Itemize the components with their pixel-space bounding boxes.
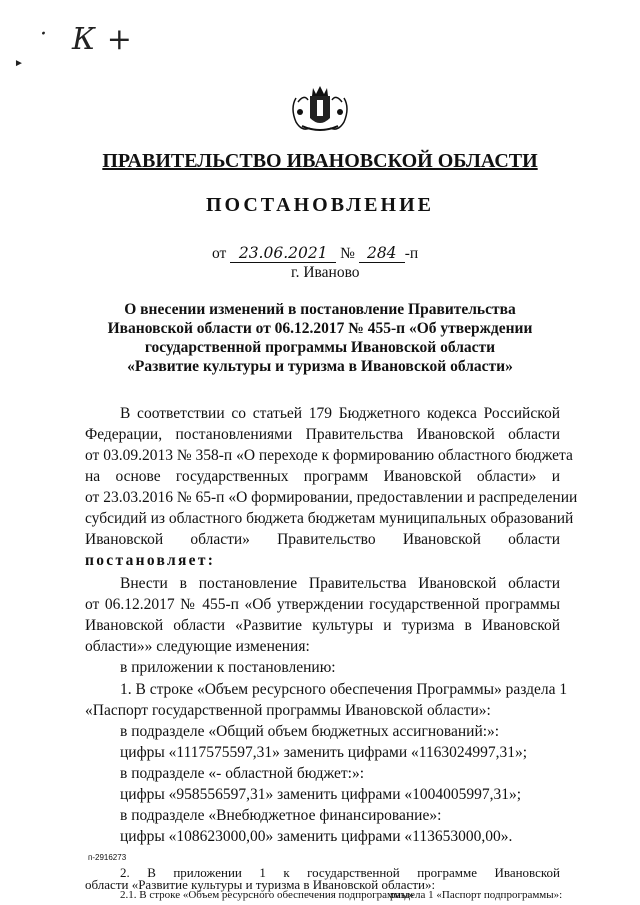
body-line: в подразделе «- областной бюджет:»: <box>120 765 365 782</box>
body-line: цифры «958556597,31» заменить цифрами «1004005997,31»; <box>120 786 522 803</box>
body-line: области «Развитие культуры и туризма в Ивановской области»: <box>85 877 436 892</box>
from-label: от <box>212 245 227 262</box>
number-label: № <box>340 245 355 262</box>
body-line: области»» следующие изменения: <box>85 638 310 655</box>
body-line: Ивановской области» Правительство Ивановской области <box>85 531 560 548</box>
number-suffix: -п <box>404 245 419 262</box>
date-number-line <box>212 244 418 263</box>
body-line: от 03.09.2013 № 358-п «О переходе к формированию областного бюджета <box>85 447 573 464</box>
body-line: в подразделе «Внебюджетное финансирование»: <box>120 807 442 824</box>
subject-line: Ивановской области от 06.12.2017 № 455-п «Об утверждении <box>107 320 533 337</box>
city: г. Иваново <box>291 264 360 281</box>
body-line: В соответствии со статьей 179 Бюджетного кодекса Российской <box>120 405 560 422</box>
handwritten-dot: · <box>40 22 48 47</box>
body-line: Федерации, постановлениями Правительства Ивановской области <box>85 426 560 443</box>
subject-line: О внесении изменений в постановление Правительства <box>124 301 516 318</box>
body-line: раздела 1 «Паспорт подпрограммы»: <box>390 889 563 901</box>
subject-line: «Развитие культуры и туризма в Ивановской области» <box>127 358 513 375</box>
body-line: субсидий из областного бюджета бюджетам муниципальных образований <box>85 510 574 527</box>
body-line: 1. В строке «Объем ресурсного обеспечения Программы» раздела 1 <box>120 681 568 698</box>
body-line: «Паспорт государственной программы Ивановской области»: <box>85 702 491 719</box>
body-line: от 06.12.2017 № 455-п «Об утверждении государственной программы <box>85 596 560 613</box>
coat-of-arms-emblem <box>288 82 352 136</box>
body-line: на основе государственных программ Ивановской области» и <box>85 468 560 485</box>
arrow-icon: ► <box>14 58 24 69</box>
government-title-text: ПРАВИТЕЛЬСТВО ИВАНОВСКОЙ ОБЛАСТИ <box>102 150 538 172</box>
number-value: 284 <box>359 244 405 263</box>
subject-line: государственной программы Ивановской области <box>144 339 496 356</box>
body-line: Ивановской области «Развитие культуры и туризма в Ивановской <box>85 617 560 634</box>
body-line: цифры «108623000,00» заменить цифрами «113653000,00». <box>120 828 513 845</box>
body-line: 2.1. В строке «Объем ресурсного обеспечения подпрограммы» <box>120 889 414 901</box>
body-line: от 23.03.2016 № 65-п «О формировании, предоставлении и распределении <box>85 489 578 506</box>
doc-type-title: ПОСТАНОВЛЕНИЕ <box>206 194 434 216</box>
body-line: Внести в постановление Правительства Ивановской области <box>120 575 560 592</box>
body-line: в приложении к постановлению: <box>120 659 336 676</box>
handwritten-mark: К + <box>72 22 133 57</box>
body-line: в подразделе «Общий объем бюджетных ассигнований:»: <box>120 723 500 740</box>
body-line: 2. В приложении 1 к государственной программе Ивановской <box>120 865 560 880</box>
document-code: п-2916273 <box>88 853 127 862</box>
body-line: цифры «1117575597,31» заменить цифрами «1163024997,31»; <box>120 744 528 761</box>
resolves-word: постановляет: <box>85 552 216 569</box>
government-title <box>0 150 640 173</box>
date-value: 23.06.2021 <box>230 244 336 263</box>
